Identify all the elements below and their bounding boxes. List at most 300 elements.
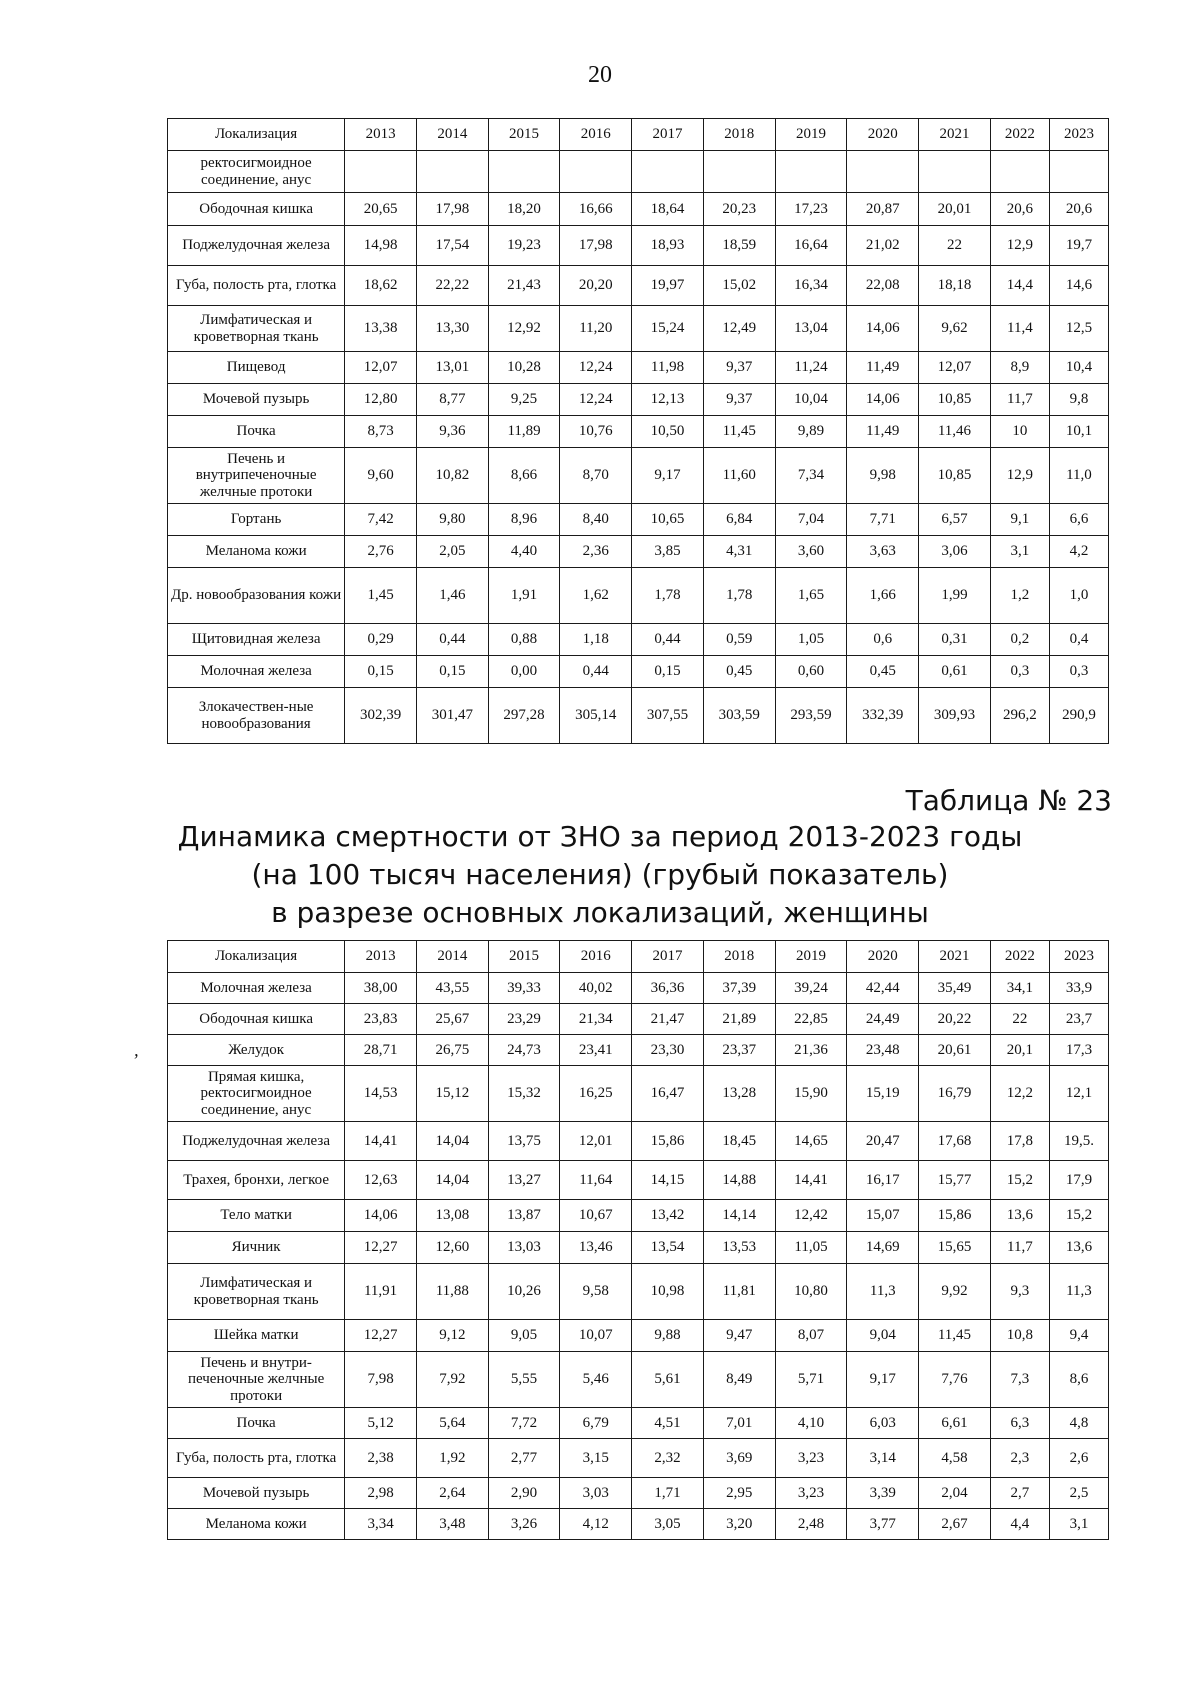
value-cell: 20,01 — [919, 193, 991, 226]
table-row — [168, 1320, 1109, 1352]
row-label-cell: Мочевой пузырь — [168, 384, 345, 416]
value-cell: 18,18 — [919, 266, 991, 306]
value-cell: 2,36 — [560, 536, 632, 568]
value-cell: 7,71 — [847, 504, 919, 536]
value-cell: 23,29 — [488, 1004, 560, 1035]
value-cell: 11,20 — [560, 306, 632, 352]
value-cell: 15,65 — [919, 1232, 991, 1264]
row-label-cell: Ободочная кишка — [168, 1004, 345, 1035]
value-cell: 11,3 — [847, 1264, 919, 1320]
value-cell: 1,18 — [560, 624, 632, 656]
value-cell: 3,15 — [560, 1439, 632, 1478]
value-cell: 13,75 — [488, 1122, 560, 1161]
value-cell: 9,8 — [1049, 384, 1108, 416]
value-cell: 7,04 — [775, 504, 847, 536]
header-cell-year: 2022 — [990, 119, 1049, 151]
value-cell: 9,80 — [416, 504, 488, 536]
value-cell: 297,28 — [488, 688, 560, 744]
row-label-cell: Лимфатическая и кроветворная ткань — [168, 306, 345, 352]
value-cell: 18,45 — [703, 1122, 775, 1161]
value-cell: 23,83 — [345, 1004, 417, 1035]
value-cell: 13,38 — [345, 306, 417, 352]
value-cell: 24,73 — [488, 1035, 560, 1066]
value-cell: 6,79 — [560, 1408, 632, 1439]
value-cell: 20,1 — [990, 1035, 1049, 1066]
row-label-cell: Поджелудочная железа — [168, 1122, 345, 1161]
value-cell: 11,88 — [416, 1264, 488, 1320]
table-row — [168, 1200, 1109, 1232]
value-cell: 20,87 — [847, 193, 919, 226]
header-cell-year: 2014 — [416, 941, 488, 973]
header-cell-year: 2018 — [703, 941, 775, 973]
value-cell: 20,23 — [703, 193, 775, 226]
value-cell: 12,27 — [345, 1320, 417, 1352]
value-cell: 14,69 — [847, 1232, 919, 1264]
value-cell — [560, 151, 632, 193]
value-cell: 2,3 — [990, 1439, 1049, 1478]
value-cell: 24,49 — [847, 1004, 919, 1035]
value-cell: 9,37 — [703, 384, 775, 416]
value-cell: 11,49 — [847, 416, 919, 448]
row-label-cell: Губа, полость рта, глотка — [168, 1439, 345, 1478]
value-cell: 15,90 — [775, 1066, 847, 1122]
row-label-cell: Молочная железа — [168, 656, 345, 688]
value-cell: 3,34 — [345, 1509, 417, 1540]
value-cell: 5,61 — [632, 1352, 704, 1408]
value-cell: 20,20 — [560, 266, 632, 306]
value-cell: 0,31 — [919, 624, 991, 656]
value-cell: 20,6 — [1049, 193, 1108, 226]
value-cell: 17,54 — [416, 226, 488, 266]
value-cell: 2,7 — [990, 1478, 1049, 1509]
table-row — [168, 266, 1109, 306]
value-cell: 0,4 — [1049, 624, 1108, 656]
value-cell: 13,28 — [703, 1066, 775, 1122]
value-cell: 6,61 — [919, 1408, 991, 1439]
value-cell: 5,12 — [345, 1408, 417, 1439]
value-cell: 1,78 — [632, 568, 704, 624]
value-cell: 17,23 — [775, 193, 847, 226]
value-cell: 13,01 — [416, 352, 488, 384]
value-cell: 39,33 — [488, 973, 560, 1004]
header-cell-year: 2013 — [345, 119, 417, 151]
value-cell: 19,23 — [488, 226, 560, 266]
value-cell: 13,42 — [632, 1200, 704, 1232]
row-label-cell: Прямая кишка, ректосигмоидное соединение, анус — [168, 1066, 345, 1122]
row-label-cell: Яичник — [168, 1232, 345, 1264]
value-cell: 10,76 — [560, 416, 632, 448]
header-cell-year: 2021 — [919, 119, 991, 151]
value-cell: 18,59 — [703, 226, 775, 266]
value-cell: 1,78 — [703, 568, 775, 624]
value-cell: 18,64 — [632, 193, 704, 226]
value-cell: 18,20 — [488, 193, 560, 226]
value-cell: 13,08 — [416, 1200, 488, 1232]
value-cell: 11,24 — [775, 352, 847, 384]
table-row — [168, 1478, 1109, 1509]
value-cell — [416, 151, 488, 193]
value-cell: 11,4 — [990, 306, 1049, 352]
value-cell: 4,12 — [560, 1509, 632, 1540]
value-cell: 17,68 — [919, 1122, 991, 1161]
table-row — [168, 1122, 1109, 1161]
table-row — [168, 656, 1109, 688]
row-label-cell: Губа, полость рта, глотка — [168, 266, 345, 306]
header-cell-year: 2022 — [990, 941, 1049, 973]
header-cell-year: 2023 — [1049, 941, 1108, 973]
table-row — [168, 504, 1109, 536]
value-cell: 20,6 — [990, 193, 1049, 226]
value-cell: 14,06 — [345, 1200, 417, 1232]
value-cell: 6,57 — [919, 504, 991, 536]
value-cell: 13,87 — [488, 1200, 560, 1232]
value-cell: 20,22 — [919, 1004, 991, 1035]
value-cell: 7,76 — [919, 1352, 991, 1408]
value-cell: 23,48 — [847, 1035, 919, 1066]
value-cell: 10 — [990, 416, 1049, 448]
value-cell: 3,20 — [703, 1509, 775, 1540]
row-label-cell: Щитовидная железа — [168, 624, 345, 656]
value-cell: 11,49 — [847, 352, 919, 384]
value-cell: 23,30 — [632, 1035, 704, 1066]
value-cell: 8,07 — [775, 1320, 847, 1352]
value-cell: 12,9 — [990, 448, 1049, 504]
value-cell: 1,46 — [416, 568, 488, 624]
value-cell: 16,79 — [919, 1066, 991, 1122]
value-cell: 12,24 — [560, 384, 632, 416]
value-cell: 7,98 — [345, 1352, 417, 1408]
value-cell: 2,05 — [416, 536, 488, 568]
table-row — [168, 1264, 1109, 1320]
value-cell: 301,47 — [416, 688, 488, 744]
table-row — [168, 352, 1109, 384]
value-cell: 11,7 — [990, 384, 1049, 416]
value-cell: 290,9 — [1049, 688, 1108, 744]
value-cell: 21,34 — [560, 1004, 632, 1035]
value-cell: 12,42 — [775, 1200, 847, 1232]
value-cell: 9,92 — [919, 1264, 991, 1320]
value-cell: 296,2 — [990, 688, 1049, 744]
header-cell-year: 2016 — [560, 119, 632, 151]
value-cell — [488, 151, 560, 193]
value-cell: 8,49 — [703, 1352, 775, 1408]
value-cell: 14,65 — [775, 1122, 847, 1161]
value-cell: 2,32 — [632, 1439, 704, 1478]
value-cell: 12,1 — [1049, 1066, 1108, 1122]
value-cell: 22,85 — [775, 1004, 847, 1035]
value-cell: 3,85 — [632, 536, 704, 568]
value-cell: 3,60 — [775, 536, 847, 568]
value-cell: 9,12 — [416, 1320, 488, 1352]
value-cell: 15,86 — [919, 1200, 991, 1232]
value-cell: 305,14 — [560, 688, 632, 744]
value-cell: 2,90 — [488, 1478, 560, 1509]
value-cell: 22 — [990, 1004, 1049, 1035]
value-cell: 35,49 — [919, 973, 991, 1004]
value-cell: 7,42 — [345, 504, 417, 536]
value-cell: 2,48 — [775, 1509, 847, 1540]
value-cell: 2,5 — [1049, 1478, 1108, 1509]
value-cell: 9,89 — [775, 416, 847, 448]
value-cell: 16,34 — [775, 266, 847, 306]
table-row — [168, 973, 1109, 1004]
value-cell: 8,40 — [560, 504, 632, 536]
value-cell: 15,32 — [488, 1066, 560, 1122]
value-cell: 2,38 — [345, 1439, 417, 1478]
row-label-cell: Лимфатическая и кроветворная ткань — [168, 1264, 345, 1320]
value-cell: 13,6 — [1049, 1232, 1108, 1264]
value-cell: 15,02 — [703, 266, 775, 306]
table-row — [168, 226, 1109, 266]
value-cell: 10,67 — [560, 1200, 632, 1232]
value-cell: 0,61 — [919, 656, 991, 688]
row-label-cell: Др. новообразования кожи — [168, 568, 345, 624]
value-cell: 22 — [919, 226, 991, 266]
value-cell: 11,0 — [1049, 448, 1108, 504]
value-cell: 3,03 — [560, 1478, 632, 1509]
table-row — [168, 688, 1109, 744]
row-label-cell: Поджелудочная железа — [168, 226, 345, 266]
value-cell: 10,98 — [632, 1264, 704, 1320]
value-cell: 9,17 — [632, 448, 704, 504]
header-cell-year: 2014 — [416, 119, 488, 151]
row-label-cell: Шейка матки — [168, 1320, 345, 1352]
value-cell — [775, 151, 847, 193]
value-cell: 14,14 — [703, 1200, 775, 1232]
value-cell: 5,71 — [775, 1352, 847, 1408]
value-cell: 332,39 — [847, 688, 919, 744]
value-cell: 12,49 — [703, 306, 775, 352]
value-cell: 12,80 — [345, 384, 417, 416]
value-cell: 11,7 — [990, 1232, 1049, 1264]
value-cell: 2,98 — [345, 1478, 417, 1509]
table-row — [168, 151, 1109, 193]
value-cell: 10,26 — [488, 1264, 560, 1320]
value-cell: 8,77 — [416, 384, 488, 416]
value-cell: 1,92 — [416, 1439, 488, 1478]
value-cell: 11,60 — [703, 448, 775, 504]
table-row — [168, 384, 1109, 416]
value-cell: 11,05 — [775, 1232, 847, 1264]
value-cell: 15,19 — [847, 1066, 919, 1122]
value-cell: 13,27 — [488, 1161, 560, 1200]
value-cell: 5,55 — [488, 1352, 560, 1408]
value-cell: 9,05 — [488, 1320, 560, 1352]
table-row — [168, 536, 1109, 568]
value-cell: 0,59 — [703, 624, 775, 656]
value-cell: 37,39 — [703, 973, 775, 1004]
value-cell: 3,48 — [416, 1509, 488, 1540]
value-cell: 4,10 — [775, 1408, 847, 1439]
table-row — [168, 1408, 1109, 1439]
value-cell: 16,66 — [560, 193, 632, 226]
table-row — [168, 1232, 1109, 1264]
value-cell: 11,81 — [703, 1264, 775, 1320]
value-cell: 16,64 — [775, 226, 847, 266]
table-row — [168, 1004, 1109, 1035]
value-cell: 17,9 — [1049, 1161, 1108, 1200]
value-cell: 6,84 — [703, 504, 775, 536]
value-cell: 12,24 — [560, 352, 632, 384]
value-cell: 1,0 — [1049, 568, 1108, 624]
value-cell: 12,07 — [345, 352, 417, 384]
value-cell: 9,25 — [488, 384, 560, 416]
header-cell-year: 2017 — [632, 119, 704, 151]
value-cell: 3,26 — [488, 1509, 560, 1540]
value-cell — [703, 151, 775, 193]
value-cell: 3,77 — [847, 1509, 919, 1540]
table-header-row — [168, 119, 1109, 151]
table-row — [168, 1352, 1109, 1408]
value-cell: 8,96 — [488, 504, 560, 536]
value-cell: 17,3 — [1049, 1035, 1108, 1066]
value-cell: 0,3 — [990, 656, 1049, 688]
value-cell: 14,04 — [416, 1161, 488, 1200]
value-cell: 17,8 — [990, 1122, 1049, 1161]
value-cell: 14,98 — [345, 226, 417, 266]
value-cell: 16,47 — [632, 1066, 704, 1122]
value-cell: 9,4 — [1049, 1320, 1108, 1352]
value-cell: 33,9 — [1049, 973, 1108, 1004]
value-cell: 21,89 — [703, 1004, 775, 1035]
value-cell: 13,03 — [488, 1232, 560, 1264]
value-cell: 20,61 — [919, 1035, 991, 1066]
value-cell: 12,60 — [416, 1232, 488, 1264]
value-cell: 14,53 — [345, 1066, 417, 1122]
value-cell: 23,7 — [1049, 1004, 1108, 1035]
value-cell: 13,46 — [560, 1232, 632, 1264]
value-cell: 8,6 — [1049, 1352, 1108, 1408]
value-cell: 2,67 — [919, 1509, 991, 1540]
value-cell: 26,75 — [416, 1035, 488, 1066]
row-label-cell: Почка — [168, 416, 345, 448]
value-cell: 10,85 — [919, 448, 991, 504]
value-cell: 6,3 — [990, 1408, 1049, 1439]
value-cell: 8,9 — [990, 352, 1049, 384]
value-cell: 11,89 — [488, 416, 560, 448]
value-cell: 14,88 — [703, 1161, 775, 1200]
value-cell: 12,92 — [488, 306, 560, 352]
value-cell: 8,70 — [560, 448, 632, 504]
value-cell: 43,55 — [416, 973, 488, 1004]
table-row — [168, 1161, 1109, 1200]
value-cell: 4,4 — [990, 1509, 1049, 1540]
value-cell: 0,15 — [345, 656, 417, 688]
value-cell: 14,04 — [416, 1122, 488, 1161]
value-cell: 38,00 — [345, 973, 417, 1004]
value-cell: 11,3 — [1049, 1264, 1108, 1320]
value-cell — [990, 151, 1049, 193]
value-cell: 12,2 — [990, 1066, 1049, 1122]
value-cell: 11,45 — [703, 416, 775, 448]
value-cell: 4,31 — [703, 536, 775, 568]
value-cell: 11,45 — [919, 1320, 991, 1352]
value-cell: 293,59 — [775, 688, 847, 744]
page-number: 20 — [588, 62, 612, 88]
header-cell-year: 2019 — [775, 941, 847, 973]
table-title — [0, 818, 1200, 932]
value-cell: 12,13 — [632, 384, 704, 416]
table-header-row — [168, 941, 1109, 973]
value-cell: 16,25 — [560, 1066, 632, 1122]
value-cell: 14,06 — [847, 384, 919, 416]
value-cell: 34,1 — [990, 973, 1049, 1004]
value-cell: 12,07 — [919, 352, 991, 384]
value-cell: 39,24 — [775, 973, 847, 1004]
value-cell: 14,15 — [632, 1161, 704, 1200]
header-cell-year: 2021 — [919, 941, 991, 973]
value-cell: 7,72 — [488, 1408, 560, 1439]
value-cell: 10,65 — [632, 504, 704, 536]
value-cell: 16,17 — [847, 1161, 919, 1200]
value-cell: 9,47 — [703, 1320, 775, 1352]
value-cell: 7,01 — [703, 1408, 775, 1439]
value-cell: 19,7 — [1049, 226, 1108, 266]
value-cell: 3,1 — [1049, 1509, 1108, 1540]
row-label-cell: Печень и внутри-печеночные желчные протоки — [168, 1352, 345, 1408]
value-cell: 10,82 — [416, 448, 488, 504]
value-cell: 36,36 — [632, 973, 704, 1004]
table-mortality-women — [167, 940, 1109, 1540]
row-label-cell: Мочевой пузырь — [168, 1478, 345, 1509]
value-cell: 0,88 — [488, 624, 560, 656]
value-cell: 14,41 — [775, 1161, 847, 1200]
value-cell: 2,76 — [345, 536, 417, 568]
header-cell-year: 2017 — [632, 941, 704, 973]
row-label-cell: Молочная железа — [168, 973, 345, 1004]
value-cell: 5,46 — [560, 1352, 632, 1408]
value-cell: 8,73 — [345, 416, 417, 448]
value-cell: 28,71 — [345, 1035, 417, 1066]
table-title-line: Динамика смертности от ЗНО за период 2013-2023 годы — [177, 820, 1023, 853]
value-cell: 11,46 — [919, 416, 991, 448]
table-title-line: в разрезе основных локализаций, женщины — [271, 896, 929, 929]
value-cell: 21,02 — [847, 226, 919, 266]
table-row — [168, 416, 1109, 448]
value-cell: 3,14 — [847, 1439, 919, 1478]
value-cell: 10,80 — [775, 1264, 847, 1320]
row-label-cell: Печень и внутрипеченочные желчные протоки — [168, 448, 345, 504]
value-cell: 10,85 — [919, 384, 991, 416]
value-cell: 2,64 — [416, 1478, 488, 1509]
table-row — [168, 448, 1109, 504]
value-cell: 22,08 — [847, 266, 919, 306]
value-cell: 3,23 — [775, 1478, 847, 1509]
table-row — [168, 624, 1109, 656]
value-cell: 14,06 — [847, 306, 919, 352]
value-cell: 21,47 — [632, 1004, 704, 1035]
value-cell: 8,66 — [488, 448, 560, 504]
table-row — [168, 1035, 1109, 1066]
value-cell: 1,2 — [990, 568, 1049, 624]
value-cell: 9,04 — [847, 1320, 919, 1352]
value-cell: 3,1 — [990, 536, 1049, 568]
header-cell-year: 2015 — [488, 119, 560, 151]
value-cell: 9,37 — [703, 352, 775, 384]
row-label-cell: Пищевод — [168, 352, 345, 384]
value-cell: 1,71 — [632, 1478, 704, 1509]
value-cell: 2,6 — [1049, 1439, 1108, 1478]
value-cell: 0,6 — [847, 624, 919, 656]
value-cell: 2,04 — [919, 1478, 991, 1509]
value-cell: 12,5 — [1049, 306, 1108, 352]
table-row — [168, 306, 1109, 352]
value-cell: 0,15 — [416, 656, 488, 688]
value-cell: 11,98 — [632, 352, 704, 384]
value-cell: 10,8 — [990, 1320, 1049, 1352]
header-cell-year: 2016 — [560, 941, 632, 973]
value-cell: 309,93 — [919, 688, 991, 744]
